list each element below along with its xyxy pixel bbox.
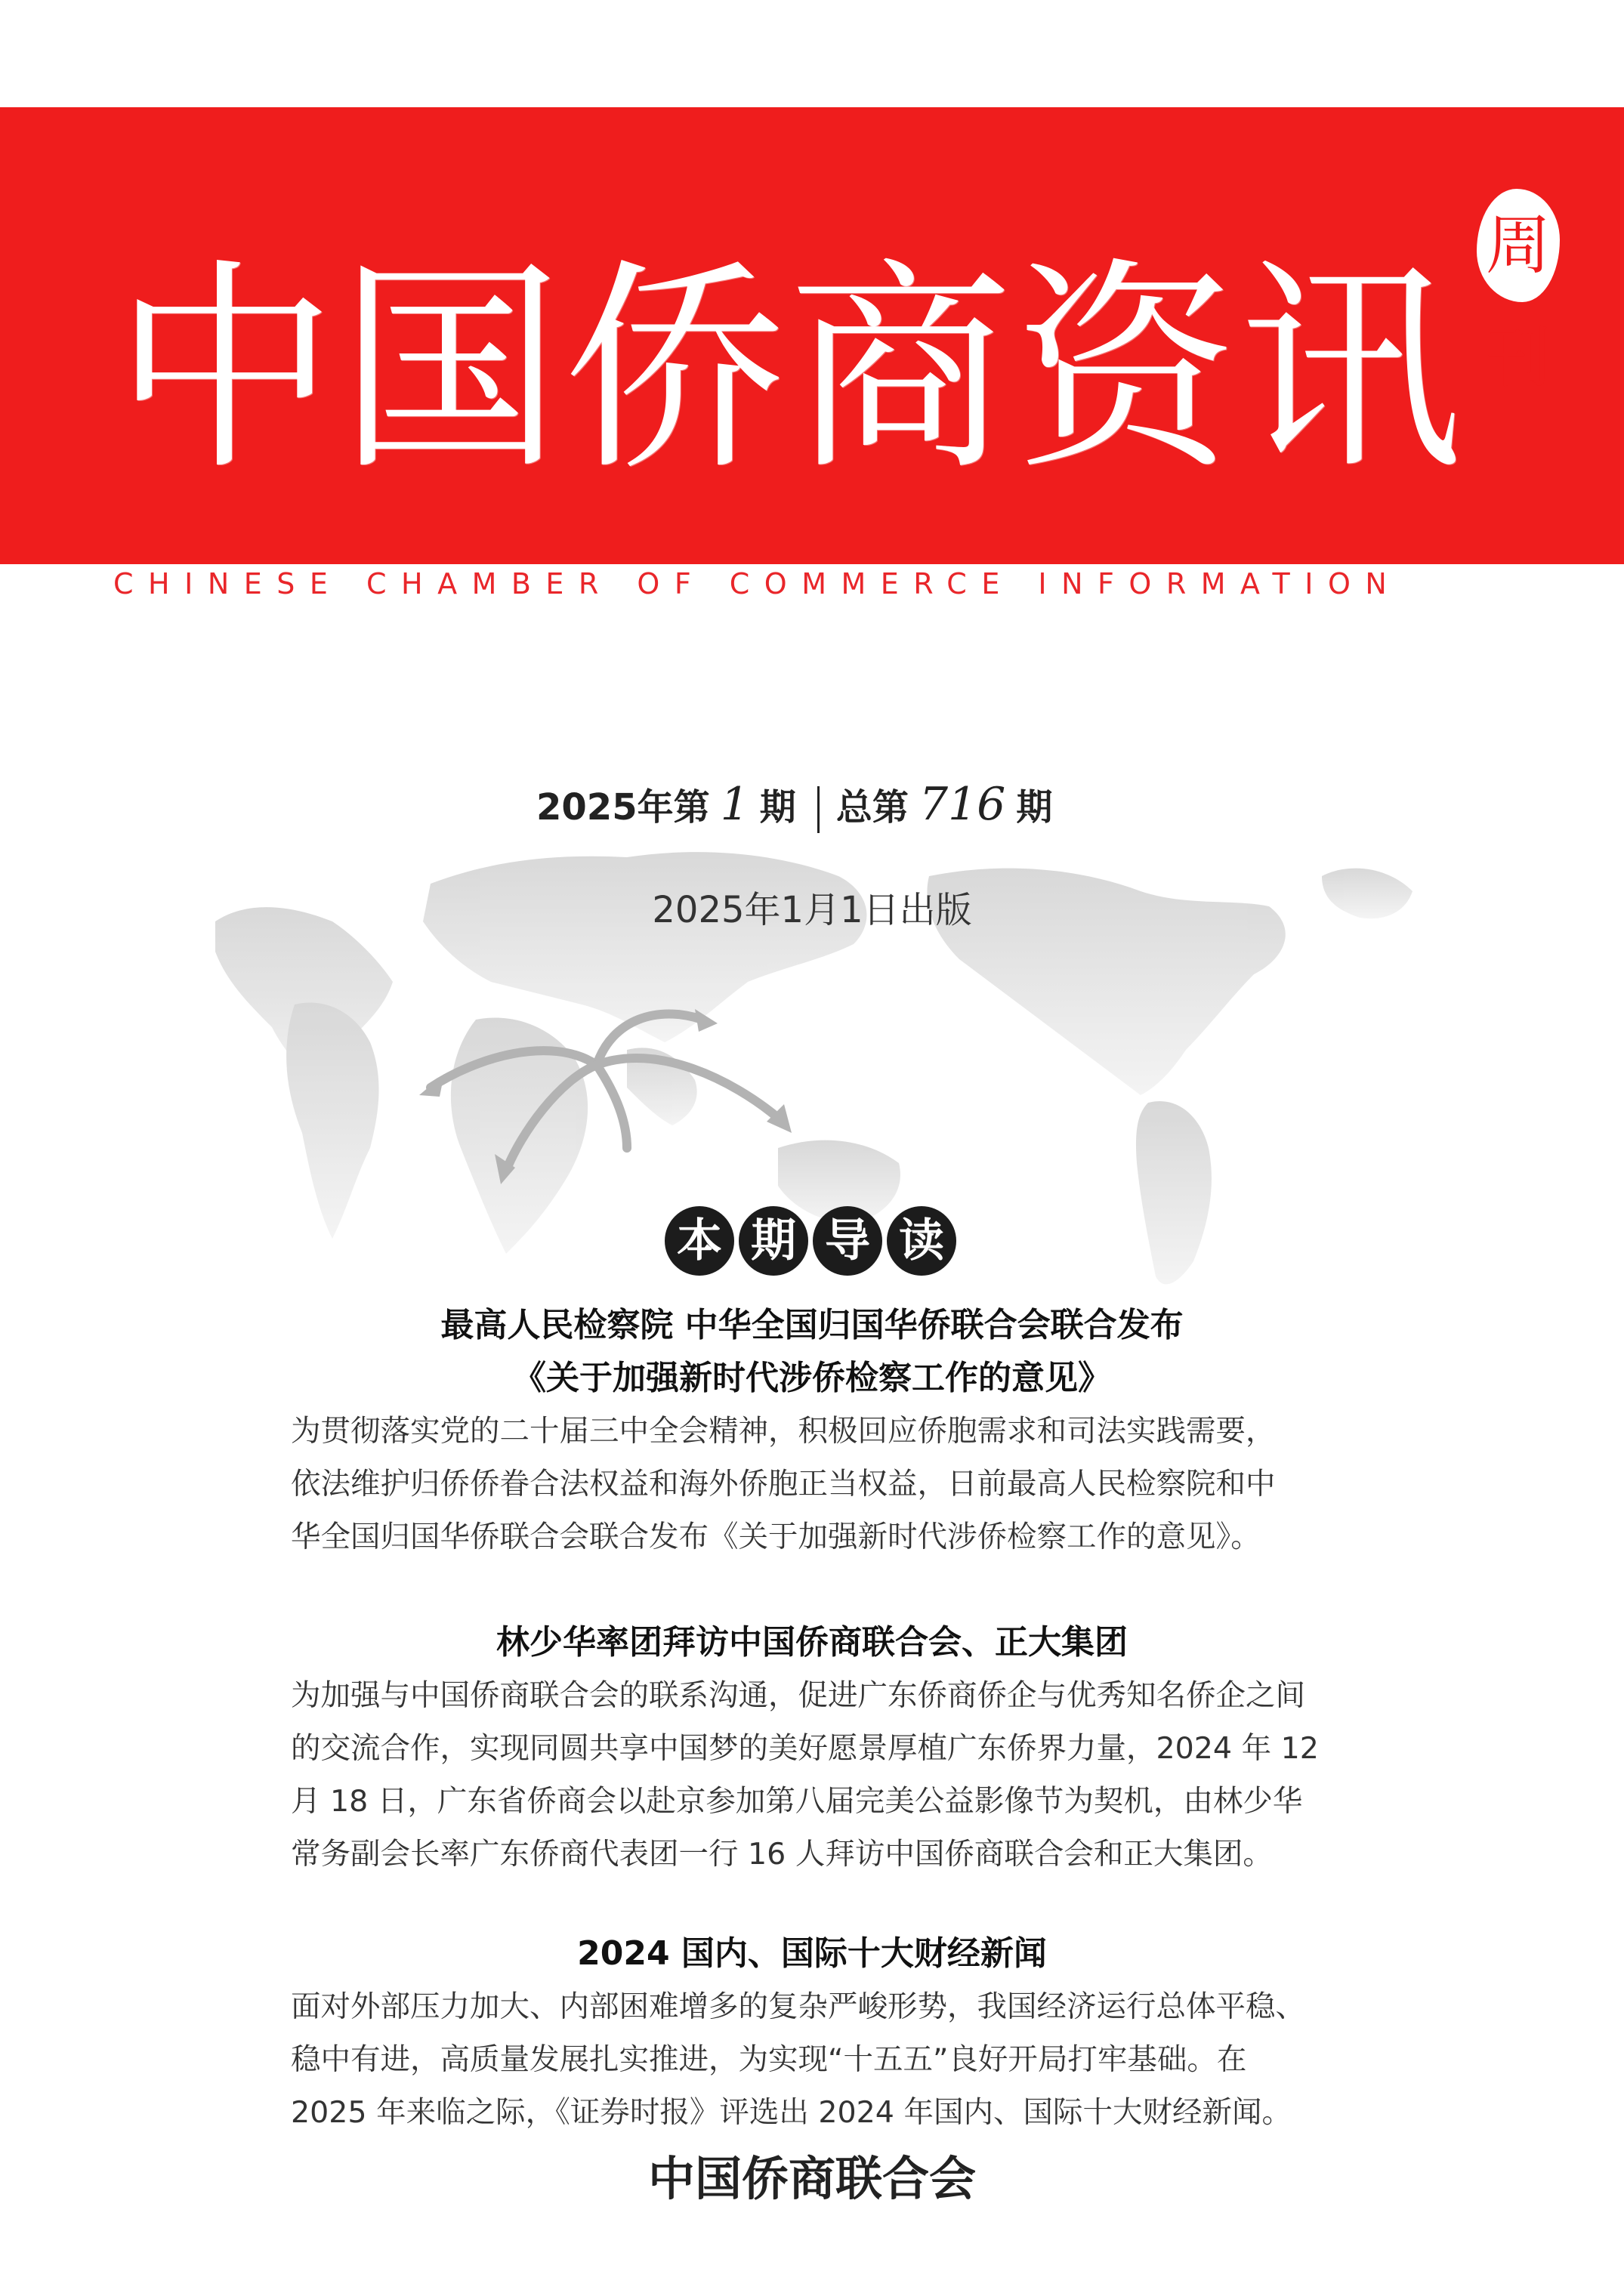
- article-title[interactable]: [291, 1616, 1333, 1669]
- summary-line: 面对外部压力加大、内部困难增多的复杂严峻形势，我国经济运行总体平稳、: [291, 1989, 1305, 2024]
- publisher-name: 中国侨商联合会: [647, 2151, 976, 2206]
- summary-line: 常务副会长率广东侨商代表团一行 16 人拜访中国侨商联合会和正大集团。: [291, 1837, 1273, 1872]
- toc-char: 本: [665, 1206, 734, 1276]
- toc-char: 导: [813, 1206, 882, 1276]
- article-3[interactable]: [291, 1927, 1333, 2139]
- issue-suffix: 期: [759, 786, 796, 829]
- total-issue-suffix: 期: [1016, 786, 1053, 829]
- total-issue-value: 716: [919, 778, 1006, 831]
- article-summary: [291, 1669, 1333, 1881]
- magazine-title: 中国侨商资讯: [113, 239, 1464, 500]
- summary-line: 的交流合作，实现同圆共享中国梦的美好愿景厚植广东侨界力量，2024 年 12: [291, 1731, 1319, 1766]
- toc-char: 期: [739, 1206, 808, 1276]
- weekly-seal: 周刊: [1477, 189, 1560, 302]
- summary-line: 华全国归国华侨联合会联合发布《关于加强新时代涉侨检察工作的意见》。: [291, 1520, 1261, 1554]
- toc-header: [665, 1206, 982, 1279]
- summary-line: 为加强与中国侨商联合会的联系沟通，促进广东侨商侨企与优秀知名侨企之间: [291, 1678, 1305, 1713]
- summary-line: 2025 年来临之际，《证券时报》评选出 2024 年国内、国际十大财经新闻。: [291, 2095, 1292, 2130]
- summary-line: 为贯彻落实党的二十届三中全会精神，积极回应侨胞需求和司法实践需要，: [291, 1414, 1276, 1449]
- summary-line: 月 18 日，广东省侨商会以赴京参加第八届完美公益影像节为契机，由林少华: [291, 1784, 1303, 1819]
- article-1[interactable]: [291, 1299, 1333, 1563]
- article-summary: [291, 1405, 1333, 1563]
- article-title[interactable]: [291, 1927, 1333, 1980]
- article-title-line: 《关于加强新时代涉侨检察工作的意见》: [513, 1359, 1111, 1397]
- summary-line: 依法维护归侨侨眷合法权益和海外侨胞正当权益，日前最高人民检察院和中: [291, 1467, 1276, 1501]
- publish-date: 2025年1月1日出版: [652, 889, 972, 931]
- article-title-line: 2024 国内、国际十大财经新闻: [577, 1934, 1047, 1973]
- article-summary: [291, 1980, 1333, 2139]
- issue-number-value: 1: [720, 778, 749, 831]
- magazine-title-english: CHINESE CHAMBER OF COMMERCE INFORMATION: [113, 567, 1402, 600]
- summary-line: 稳中有进，高质量发展扎实推进，为实现“十五五”良好开局打牢基础。在: [291, 2042, 1247, 2077]
- toc-char: 读: [887, 1206, 956, 1276]
- issue-number: [536, 778, 1216, 831]
- article-title-line: 林少华率团拜访中国侨商联合会、正大集团: [496, 1623, 1128, 1662]
- article-title-line: 最高人民检察院 中华全国归国华侨联合会联合发布: [440, 1306, 1184, 1344]
- issue-year-label: 2025年第: [536, 786, 710, 829]
- issue-divider: [817, 786, 820, 833]
- article-title[interactable]: [291, 1299, 1333, 1405]
- total-issue-label: 总第: [835, 786, 909, 829]
- article-2[interactable]: [291, 1616, 1333, 1881]
